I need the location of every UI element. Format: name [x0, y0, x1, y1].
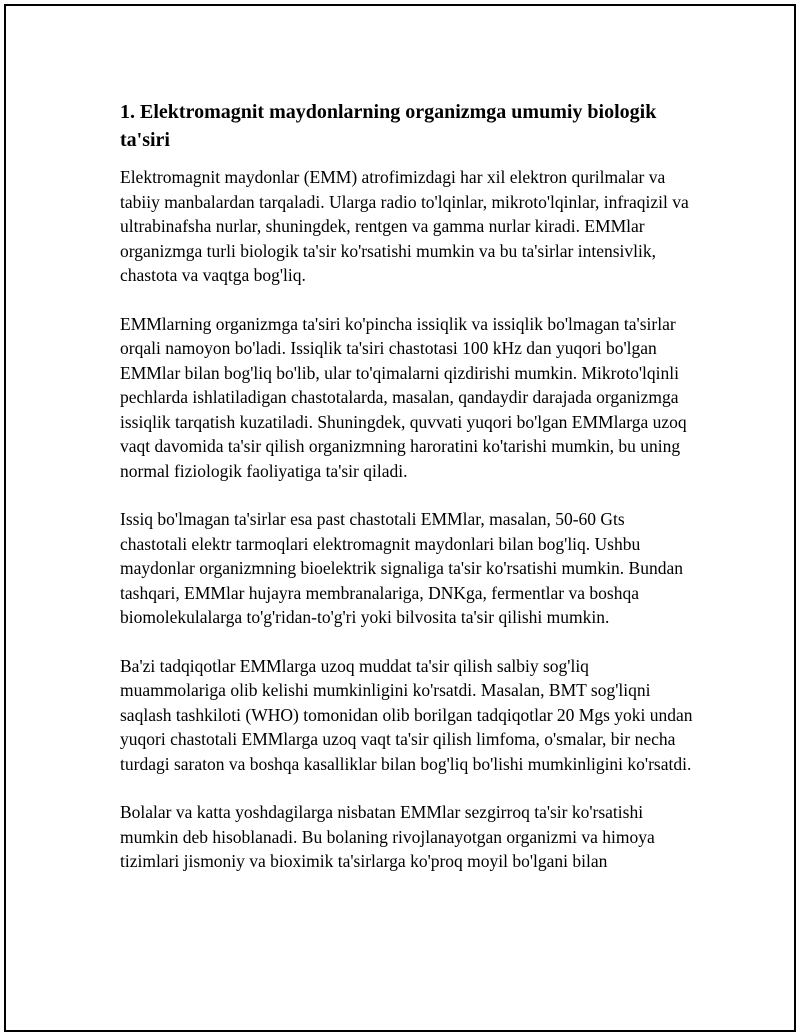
paragraph-1: Elektromagnit maydonlar (EMM) atrofimizdagi har xil elektron qurilmalar va tabiiy manbalardan tarqaladi. Ularga radio to'lqinlar, mikroto'lqinlar, infraqizil va ultrabinafsha nurlar, shuningdek, rentgen va gamma nurlar kiradi. EMMlar organizmga turli biologik ta'sir ko'rsatishi mumkin va bu ta'sirlar intensivlik, chastota va vaqtga bog'liq. — [120, 167, 689, 285]
paragraph-5: Bolalar va katta yoshdagilarga nisbatan EMMlar sezgirroq ta'sir ko'rsatishi mumkin deb hisoblanadi. Bu bolaning rivojlanayotgan organizmi va himoya tizimlari jismoniy va bioximik ta'sirlarga ko'proq moyil bo'lgani bilan — [120, 802, 655, 871]
page-frame — [4, 4, 796, 1032]
paragraph-2: EMMlarning organizmga ta'siri ko'pincha issiqlik va issiqlik bo'lmagan ta'sirlar orqali namoyon bo'ladi. Issiqlik ta'siri chastotasi 100 kHz dan yuqori bo'lgan EMMlar bilan bog'liq bo'lib, ular to'qimalarni qizdirishi mumkin. Mikroto'lqinli pechlarda ishlatiladigan chastotalarda, masalan, qandaydir darajada organizmga issiqlik tarqatish kuzatiladi. Shuningdek, quvvati yuqori bo'lgan EMMlarga uzoq vaqt davomida ta'sir qilish organizmning haroratini ko'tarishi mumkin, bu uning normal fiziologik faoliyatiga ta'sir qiladi. — [120, 313, 687, 481]
paragraph-3: Issiq bo'lmagan ta'sirlar esa past chastotali EMMlar, masalan, 50-60 Gts chastotali elektr tarmoqlari elektromagnit maydonlari bilan bog'liq. Ushbu maydonlar organizmning bioelektrik signaliga ta'sir ko'rsatishi mumkin. Bundan tashqari, EMMlar hujayra membranalariga, DNKga, fermentlar va boshqa biomolekulalarga to'g'ridan-to'g'ri yoki bilvosita ta'sir qilishi mumkin. — [120, 509, 683, 627]
document-body — [120, 98, 696, 874]
section-heading: 1. Elektromagnit maydonlarning organizmga umumiy biologik ta'siri — [120, 101, 657, 151]
paragraph-4: Ba'zi tadqiqotlar EMMlarga uzoq muddat ta'sir qilish salbiy sog'liq muammolariga olib kelishi mumkinligini ko'rsatdi. Masalan, BMT sog'liqni saqlash tashkiloti (WHO) tomonidan olib borilgan tadqiqotlar 20 Mgs yoki undan yuqori chastotali EMMlarga uzoq vaqt ta'sir qilish limfoma, o'smalar, bir necha turdagi saraton va boshqa kasalliklar bilan bog'liq bo'lishi mumkinligini ko'rsatdi. — [120, 655, 693, 774]
